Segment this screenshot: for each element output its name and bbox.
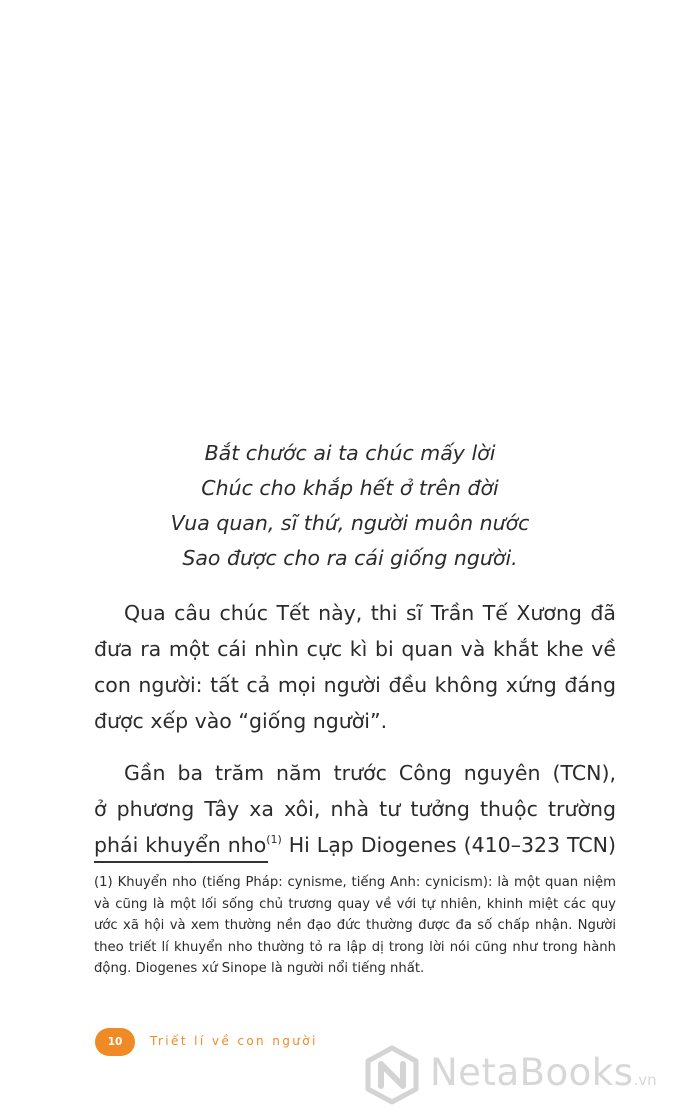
footnote-line: và cũng là một lối sống chủ trương quay về với tự nhiên, khinh miệt các quy — [94, 896, 616, 912]
footnote-line: theo triết lí khuyển nho thường tỏ ra lập dị trong lời nói cũng như trong hành — [94, 939, 616, 955]
paragraph-line: Qua câu chúc Tết này, thi sĩ Trần Tế Xương đã — [124, 601, 616, 625]
footnote-line: ước xã hội và xem thường nền đạo đức thường được đa số chấp nhận. Người — [94, 918, 616, 933]
paragraph-line: ở phương Tây xa xôi, nhà tư tưởng thuộc trường — [94, 797, 616, 821]
running-title: Triết lí về con người — [150, 1034, 318, 1048]
poem-block — [0, 436, 700, 576]
poem-line: Vua quan, sĩ thứ, người muôn nước — [170, 511, 530, 535]
paragraph-line: đưa ra một cái nhìn cực kì bi quan và khắt khe về — [94, 637, 616, 661]
poem-line: Sao được cho ra cái giống người. — [182, 546, 518, 570]
paragraph-line — [94, 827, 616, 863]
footnote — [94, 872, 616, 980]
poem-line: Bắt chước ai ta chúc mấy lời — [204, 441, 496, 465]
body-paragraph-1 — [94, 595, 616, 739]
paragraph-line: con người: tất cả mọi người đều không xứng đáng — [94, 673, 616, 697]
footnote-line: động. Diogenes xứ Sinope là người nổi tiếng nhất. — [94, 961, 425, 976]
paragraph-text: phái khuyển nho — [94, 833, 267, 857]
poem-line: Chúc cho khắp hết ở trên đời — [201, 476, 499, 500]
footnote-line: (1) Khuyển nho (tiếng Pháp: cynisme, tiếng Anh: cynicism): là một quan niệm — [94, 875, 616, 890]
netabooks-watermark — [362, 1045, 692, 1107]
page-number-badge: 10 — [95, 1028, 135, 1056]
watermark-suffix: .vn — [633, 1071, 657, 1089]
watermark-text — [430, 1051, 657, 1094]
body-paragraph-2 — [94, 755, 616, 863]
footnote-separator — [94, 861, 268, 863]
paragraph-line: được xếp vào “giống người”. — [94, 709, 388, 733]
paragraph-text: Hi Lạp Diogenes (410–323 TCN) — [281, 833, 616, 857]
footnote-reference[interactable]: (1) — [266, 833, 282, 846]
paragraph-line: Gần ba trăm năm trước Công nguyên (TCN), — [124, 761, 616, 785]
watermark-brand: NetaBooks — [430, 1051, 634, 1094]
netabooks-logo-icon — [362, 1045, 422, 1105]
